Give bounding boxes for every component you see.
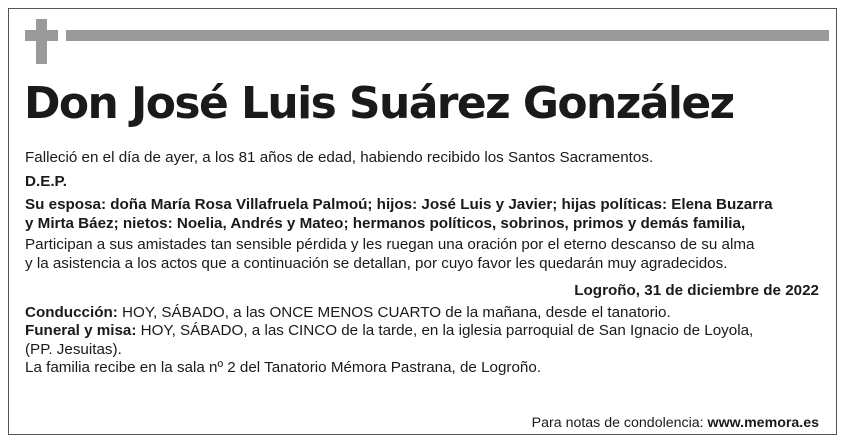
latin-cross-icon (25, 19, 58, 64)
place-date: Logroño, 31 de diciembre de 2022 (574, 282, 819, 299)
header-rule (66, 30, 829, 41)
funeral-text: HOY, SÁBADO, a las CINCO de la tarde, en la iglesia parroquial de San Ignacio de Loyola, (136, 322, 754, 339)
invitation-line-2: y la asistencia a los actos que a continuación se detallan, por cuyo favor les quedarán muy agradecidos. (25, 254, 728, 272)
conduction-line (25, 304, 823, 323)
condolence-footer (532, 414, 819, 432)
family-line-2: y Mirta Báez; nietos: Noelia, Andrés y Mateo; hermanos políticos, sobrinos, primos y demás familia, (25, 214, 746, 232)
invitation-line-1: Participan a sus amistades tan sensible pérdida y les ruegan una oración por el eterno descanso de su alma (25, 236, 755, 253)
deceased-name: Don José Luis Suárez González (24, 78, 734, 129)
family-line-1: Su esposa: doña María Rosa Villafruela Palmoú; hijos: José Luis y Javier; hijas políticas: Elena Buzarra (25, 196, 773, 213)
condolence-link[interactable]: www.memora.es (707, 415, 819, 431)
conduction-text: HOY, SÁBADO, a las ONCE MENOS CUARTO de la mañana, desde el tanatorio. (117, 303, 671, 321)
obituary-body (25, 149, 823, 378)
funeral-line-2: (PP. Jesuitas). (25, 340, 122, 358)
dep-abbrev: D.E.P. (25, 172, 67, 190)
reception-line: La familia recibe en la sala nº 2 del Tanatorio Mémora Pastrana, de Logroño. (25, 359, 542, 376)
funeral-label: Funeral y misa: (25, 322, 137, 339)
conduction-label: Conducción: (25, 303, 118, 321)
death-notice: Falleció en el día de ayer, a los 81 años de edad, habiendo recibido los Santos Sacramentos. (25, 149, 654, 166)
funeral-line (25, 322, 823, 341)
condolence-label: Para notas de condolencia: (531, 415, 708, 431)
